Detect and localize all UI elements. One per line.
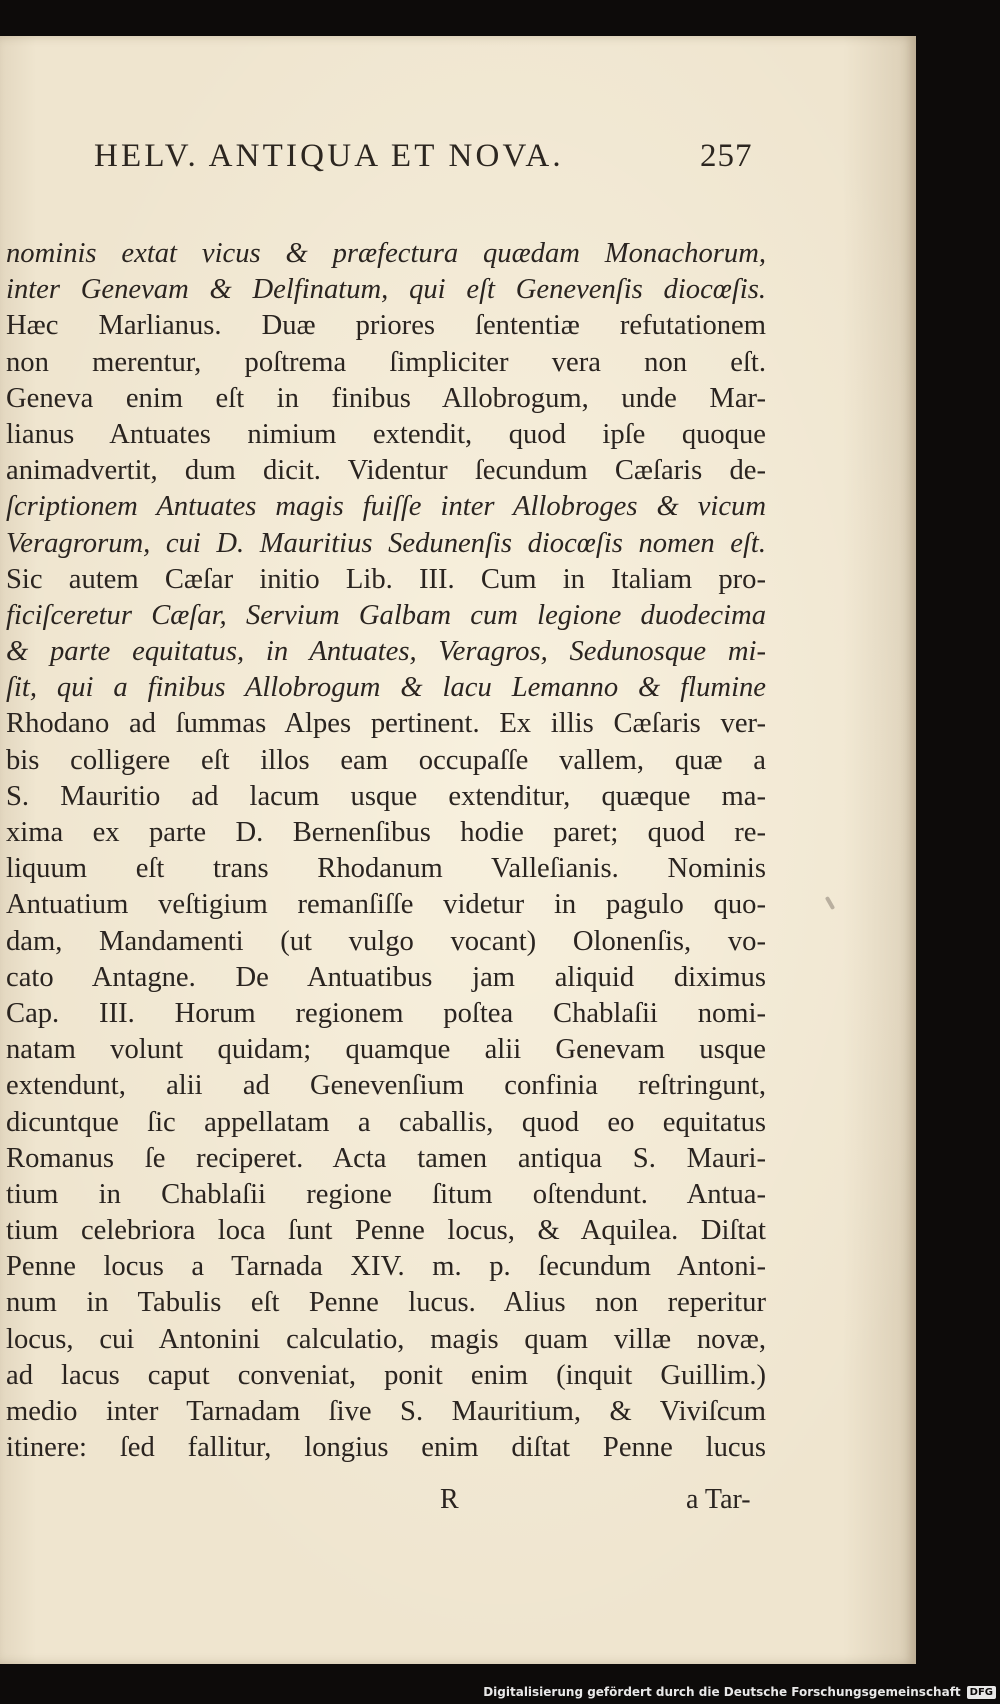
text-line: inter Genevam & Delfinatum, qui eſt Genevenſis diocœſis.	[6, 274, 766, 306]
text-line: non merentur, poſtrema ſimpliciter vera non eſt.	[6, 346, 766, 378]
text-line: & parte equitatus, in Antuates, Veragros, Sedunosque mi-	[6, 636, 766, 668]
text-line: itinere: ſed fallitur, longius enim diſtat Penne lucus	[6, 1432, 766, 1464]
running-head	[0, 138, 800, 198]
paper-speck	[825, 896, 835, 910]
text-line: extendunt, alii ad Genevenſium confinia reſtringunt,	[6, 1070, 766, 1102]
text-line: animadvertit, dum dicit. Videntur ſecundum Cæſaris de-	[6, 455, 766, 487]
text-line: nominis extat vicus & præfectura quædam Monachorum,	[6, 238, 766, 269]
text-line: dicuntque ſic appellatam a caballis, quod eo equitatus	[6, 1106, 766, 1138]
text-line: ſit, qui a finibus Allobrogum & lacu Lemanno & flumine	[6, 672, 766, 704]
text-line: liquum eſt trans Rhodanum Valleſianis. Nominis	[6, 853, 766, 885]
text-line: dam, Mandamenti (ut vulgo vocant) Olonenſis, vo-	[6, 925, 766, 957]
signature-mark: R	[440, 1484, 459, 1515]
dfg-credit-bar	[483, 1680, 1000, 1704]
text-line: natam volunt quidam; quamque alii Genevam usque	[6, 1034, 766, 1066]
text-line: cato Antagne. De Antuatibus jam aliquid diximus	[6, 961, 766, 993]
dfg-credit-text: Digitalisierung gefördert durch die Deutsche Forschungsgemeinschaft	[483, 1685, 961, 1699]
text-line: ad lacus caput conveniat, ponit enim (inquit Guillim.)	[6, 1359, 766, 1391]
text-line: Hæc Marlianus. Duæ priores ſententiæ refutationem	[6, 310, 766, 342]
text-line: Geneva enim eſt in finibus Allobrogum, unde Mar-	[6, 382, 766, 414]
text-line: locus, cui Antonini calculatio, magis quam villæ novæ,	[6, 1323, 766, 1355]
body-text	[6, 236, 766, 1466]
text-line: Sic autem Cæſar initio Lib. III. Cum in Italiam pro-	[6, 563, 766, 595]
text-line: Cap. III. Horum regionem poſtea Chablaſii nomi-	[6, 997, 766, 1029]
text-line: S. Mauritio ad lacum usque extenditur, quæque ma-	[6, 780, 766, 812]
text-line: num in Tabulis eſt Penne lucus. Alius non reperitur	[6, 1287, 766, 1319]
text-line: ficiſceretur Cæſar, Servium Galbam cum legione duodecima	[6, 599, 766, 631]
text-line: xima ex parte D. Bernenſibus hodie paret; quod re-	[6, 817, 766, 848]
text-line: bis colligere eſt illos eam occupaſſe vallem, quæ a	[6, 744, 766, 776]
text-line: Romanus ſe reciperet. Acta tamen antiqua S. Mauri-	[6, 1142, 766, 1174]
running-title: HELV. ANTIQUA ET NOVA.	[94, 138, 564, 174]
text-line: Rhodano ad ſummas Alpes pertinent. Ex illis Cæſaris ver-	[6, 708, 766, 740]
text-line: Veragrorum, cui D. Mauritius Sedunenſis diocœſis nomen eſt.	[6, 527, 766, 559]
dfg-logo: DFG	[967, 1686, 996, 1699]
text-line: tium in Chablaſii regione ſitum oſtendunt. Antua-	[6, 1178, 766, 1210]
text-line: lianus Antuates nimium extendit, quod ipſe quoque	[6, 418, 766, 450]
text-line: Penne locus a Tarnada XIV. m. p. ſecundum Antoni-	[6, 1251, 766, 1283]
text-line: medio inter Tarnadam ſive S. Mauritium, & Viviſcum	[6, 1396, 766, 1427]
text-line: tium celebriora loca ſunt Penne locus, & Aquilea. Diſtat	[6, 1215, 766, 1247]
page-number: 257	[700, 138, 753, 174]
page-footer	[0, 1484, 800, 1524]
catchword: a Tar-	[686, 1484, 751, 1515]
text-line: ſcriptionem Antuates magis fuiſſe inter Allobroges & vicum	[6, 491, 766, 523]
book-page	[0, 36, 916, 1664]
text-line: Antuatium veſtigium remanſiſſe videtur in pagulo quo-	[6, 889, 766, 921]
